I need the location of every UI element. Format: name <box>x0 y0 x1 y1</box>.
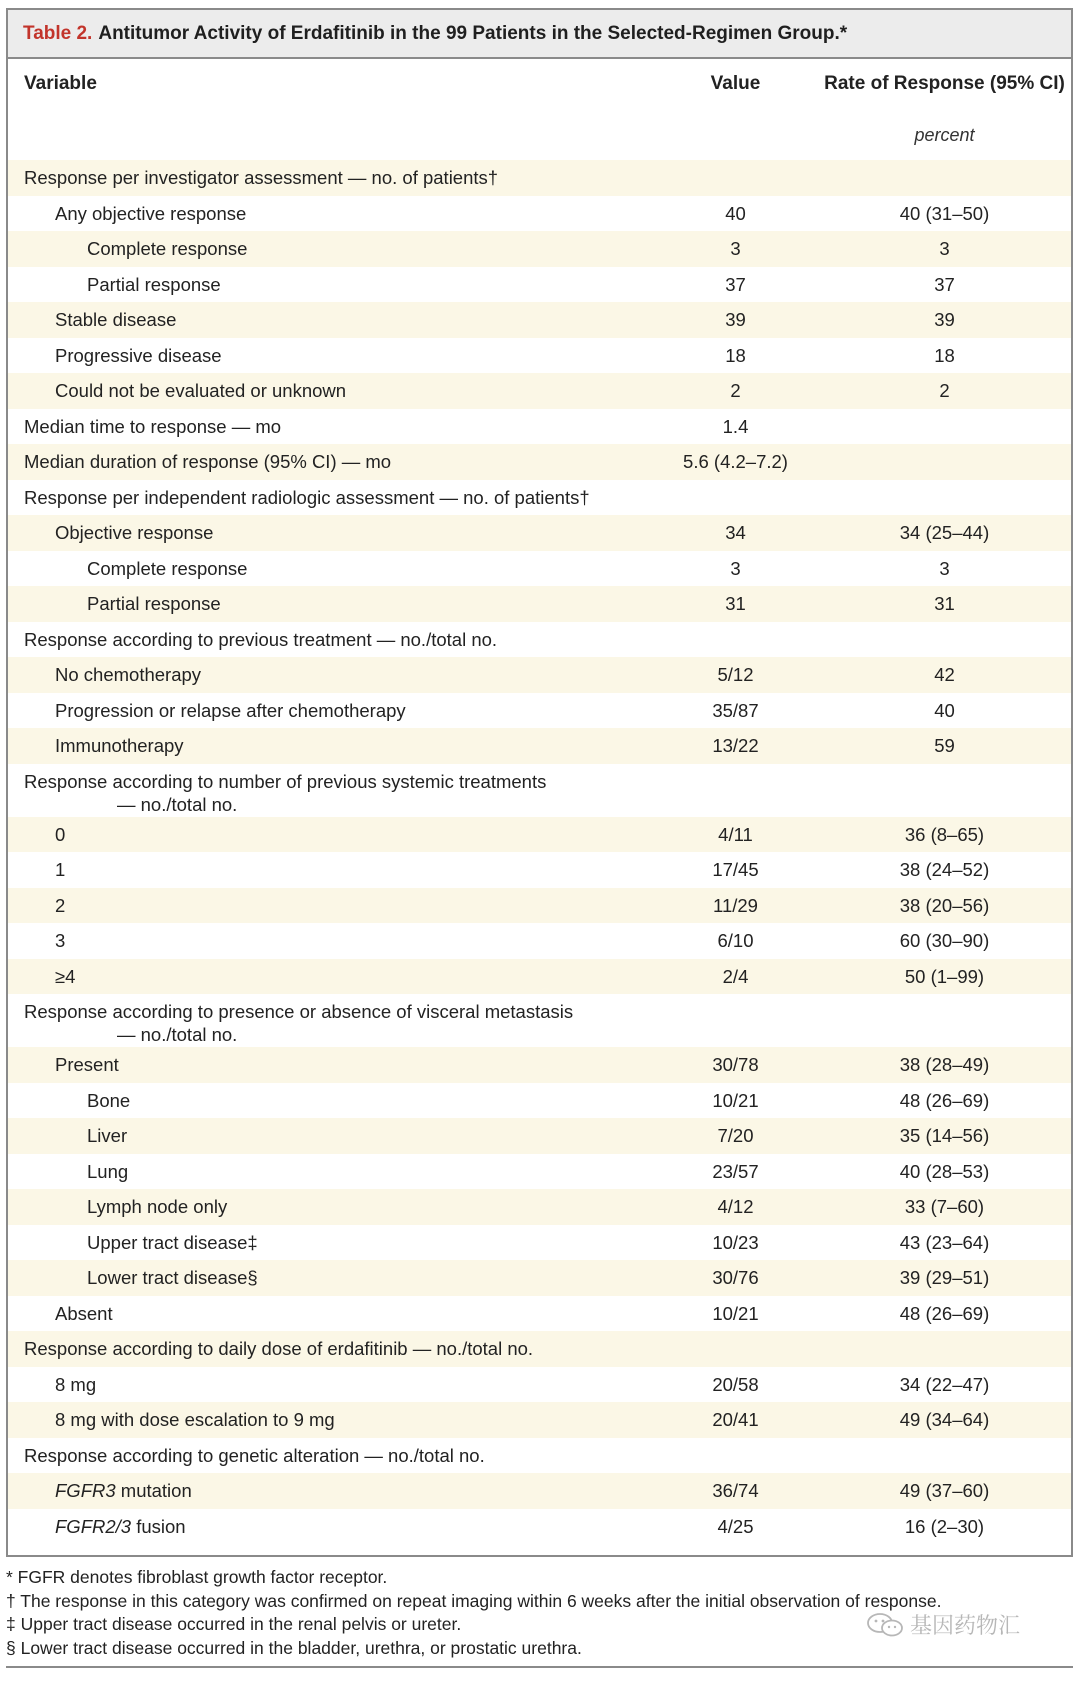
row-label: Lung <box>87 1160 129 1182</box>
table-row <box>8 302 1071 338</box>
gene-name: FGFR2/3 <box>55 1515 132 1537</box>
table-row <box>8 515 1071 551</box>
row-rate: 49 (34–64) <box>899 1409 990 1430</box>
row-rate: 2 <box>939 380 950 401</box>
row-rate: 36 (8–65) <box>904 823 985 845</box>
row-label: Median time to response — mo <box>24 415 282 437</box>
row-value: 5/12 <box>717 664 754 685</box>
table-row <box>8 1225 1071 1261</box>
footnote: ‡ Upper tract disease occurred in the renal pelvis or ureter. <box>6 1614 462 1634</box>
table-row <box>8 657 1071 693</box>
table-title-bar <box>8 10 1071 59</box>
header-rate: Rate of Response (95% CI) <box>824 73 1065 94</box>
table-row <box>8 1189 1071 1225</box>
row-rate: 38 (20–56) <box>899 894 990 916</box>
row-label: Liver <box>87 1125 128 1146</box>
table-header <box>8 59 1071 115</box>
row-value: 5.6 (4.2–7.2) <box>683 451 788 472</box>
footnote: § Lower tract disease occurred in the bladder, urethra, or prostatic urethra. <box>6 1637 582 1658</box>
row-rate: 16 (2–30) <box>904 1515 985 1537</box>
row-label-rest: mutation <box>115 1480 192 1501</box>
row-rate: 3 <box>939 238 950 259</box>
row-label-rest: fusion <box>131 1515 186 1537</box>
row-value: 1.4 <box>722 415 749 437</box>
row-value: 18 <box>725 344 746 366</box>
row-rate: 48 (26–69) <box>899 1302 990 1324</box>
header-value: Value <box>710 73 761 94</box>
row-value: 36/74 <box>712 1480 759 1501</box>
row-rate: 18 <box>934 344 955 366</box>
row-value: 6/10 <box>717 930 754 951</box>
row-rate: 38 (24–52) <box>899 859 990 880</box>
row-value: 2 <box>730 380 741 401</box>
row-label: No chemotherapy <box>55 664 202 685</box>
row-label: Complete response <box>87 557 248 579</box>
table-row <box>8 693 1071 729</box>
table-row <box>8 1402 1071 1438</box>
table-row <box>8 160 1071 196</box>
row-rate: 60 (30–90) <box>899 930 990 951</box>
row-value: 35/87 <box>712 699 759 721</box>
row-label: 0 <box>55 823 66 845</box>
rate-unit: percent <box>914 125 975 145</box>
row-label: Partial response <box>87 593 221 614</box>
row-label: Lymph node only <box>87 1196 228 1217</box>
table-row <box>8 1438 1071 1474</box>
row-rate: 48 (26–69) <box>899 1089 990 1111</box>
table-row <box>8 551 1071 587</box>
wechat-icon <box>866 1612 906 1638</box>
row-label-continuation: — no./total no. <box>117 793 238 815</box>
table-row <box>8 1296 1071 1332</box>
watermark <box>866 1609 1020 1640</box>
row-label: Objective response <box>55 522 214 543</box>
table-row <box>8 267 1071 303</box>
bottom-rule <box>6 1666 1073 1668</box>
row-rate: 31 <box>934 593 955 614</box>
row-value: 17/45 <box>712 859 759 880</box>
table-row <box>8 1367 1071 1403</box>
row-value: 39 <box>725 309 746 330</box>
row-label <box>24 1000 573 1046</box>
row-value: 30/76 <box>712 1267 759 1288</box>
row-label: Lower tract disease§ <box>87 1267 258 1288</box>
row-label: 1 <box>55 859 66 880</box>
table-row <box>8 728 1071 764</box>
row-label: Progressive disease <box>55 344 222 366</box>
row-value: 23/57 <box>712 1160 759 1182</box>
row-label: Stable disease <box>55 309 177 330</box>
header-variable: Variable <box>24 73 97 94</box>
row-label: Median duration of response (95% CI) — mo <box>24 451 392 472</box>
row-rate: 59 <box>934 735 955 756</box>
row-value: 10/23 <box>712 1231 759 1253</box>
row-value: 4/12 <box>717 1196 754 1217</box>
row-rate: 49 (37–60) <box>899 1480 990 1501</box>
table-row <box>8 373 1071 409</box>
table-frame <box>6 8 1073 1557</box>
table-row <box>8 338 1071 374</box>
row-value: 37 <box>725 273 746 295</box>
row-rate: 38 (28–49) <box>899 1054 990 1075</box>
row-value: 4/11 <box>718 823 753 845</box>
table-row <box>8 231 1071 267</box>
row-label: 8 mg with dose escalation to 9 mg <box>55 1409 335 1430</box>
table-row <box>8 1509 1071 1545</box>
units-row <box>8 115 1071 160</box>
row-value: 3 <box>730 557 741 579</box>
row-label: Complete response <box>87 238 248 259</box>
table-row <box>8 1260 1071 1296</box>
table-row <box>8 444 1071 480</box>
row-value: 7/20 <box>717 1125 754 1146</box>
row-value: 34 <box>725 522 746 543</box>
row-label-main: Response according to presence or absence of visceral metastasis <box>24 1001 574 1022</box>
row-label: Progression or relapse after chemotherapy <box>55 699 406 721</box>
row-label: 8 mg <box>55 1373 97 1395</box>
row-label: Response according to previous treatment — no./total no. <box>24 628 498 650</box>
table-row <box>8 817 1071 853</box>
row-label: Immunotherapy <box>55 735 184 756</box>
row-value: 30/78 <box>712 1054 759 1075</box>
row-label: Response per investigator assessment — no. of patients† <box>24 167 499 188</box>
row-label: Absent <box>55 1302 113 1324</box>
row-value: 13/22 <box>712 735 759 756</box>
row-label: Response per independent radiologic assessment — no. of patients† <box>24 486 590 508</box>
row-value: 10/21 <box>712 1302 759 1324</box>
row-rate: 40 (31–50) <box>899 202 990 224</box>
row-rate: 34 (22–47) <box>899 1373 990 1395</box>
row-label: Upper tract disease‡ <box>87 1231 258 1253</box>
row-label: Bone <box>87 1089 131 1111</box>
table-row <box>8 1118 1071 1154</box>
row-label: 3 <box>55 930 66 951</box>
row-rate: 43 (23–64) <box>899 1231 990 1253</box>
footnote: * FGFR denotes fibroblast growth factor receptor. <box>6 1567 388 1587</box>
table-row <box>8 923 1071 959</box>
table-row <box>8 196 1071 232</box>
row-label: Response according to genetic alteration — no./total no. <box>24 1444 485 1466</box>
row-label: Present <box>55 1054 119 1075</box>
table-row <box>8 888 1071 924</box>
row-value: 11/29 <box>713 894 758 916</box>
row-value: 4/25 <box>717 1515 754 1537</box>
table-number: Table 2. <box>23 22 93 44</box>
table-row <box>8 852 1071 888</box>
table-row <box>8 1331 1071 1367</box>
table-row <box>8 1047 1071 1083</box>
table-row <box>8 1154 1071 1190</box>
row-value: 20/58 <box>712 1373 759 1395</box>
row-value: 20/41 <box>712 1409 759 1430</box>
row-rate: 33 (7–60) <box>904 1196 985 1217</box>
row-label: Response according to daily dose of erdafitinib — no./total no. <box>24 1338 534 1359</box>
row-label: 2 <box>55 894 66 916</box>
gene-name: FGFR3 <box>55 1480 116 1501</box>
table-row <box>8 1083 1071 1119</box>
row-rate: 37 <box>934 273 955 295</box>
row-rate: 3 <box>939 557 950 579</box>
row-rate: 40 (28–53) <box>899 1160 990 1182</box>
row-label: Partial response <box>87 273 221 295</box>
row-label-continuation: — no./total no. <box>117 1024 238 1045</box>
table-row <box>8 1473 1071 1509</box>
row-label <box>24 770 546 816</box>
row-rate: 40 <box>934 699 955 721</box>
row-value: 2/4 <box>722 965 749 987</box>
table-row <box>8 994 1071 1047</box>
row-value: 31 <box>725 593 746 614</box>
table-body <box>8 160 1071 1544</box>
row-value: 40 <box>725 202 746 224</box>
row-rate: 34 (25–44) <box>899 522 990 543</box>
table-row <box>8 409 1071 445</box>
row-label: ≥4 <box>55 965 76 987</box>
table-row <box>8 959 1071 995</box>
row-label: Could not be evaluated or unknown <box>55 380 347 401</box>
row-rate: 35 (14–56) <box>899 1125 990 1146</box>
row-rate: 50 (1–99) <box>904 965 985 987</box>
table-row <box>8 622 1071 658</box>
table-row <box>8 586 1071 622</box>
table-row <box>8 764 1071 817</box>
row-value: 10/21 <box>712 1089 759 1111</box>
row-label-main: Response according to number of previous systemic treatments <box>24 770 547 792</box>
watermark-text: 基因药物汇 <box>910 1613 1021 1638</box>
row-label: Any objective response <box>55 202 247 224</box>
row-label <box>55 1480 192 1502</box>
table-title: Antitumor Activity of Erdafitinib in the 99 Patients in the Selected-Regimen Group.* <box>98 22 848 44</box>
row-rate: 42 <box>934 664 955 685</box>
row-value: 3 <box>730 238 741 259</box>
table-row <box>8 480 1071 516</box>
row-label <box>55 1516 186 1538</box>
row-rate: 39 <box>934 309 955 330</box>
footnote: † The response in this category was confirmed on repeat imaging within 6 weeks after the initial observation of response. <box>6 1590 942 1611</box>
row-rate: 39 (29–51) <box>899 1267 990 1288</box>
